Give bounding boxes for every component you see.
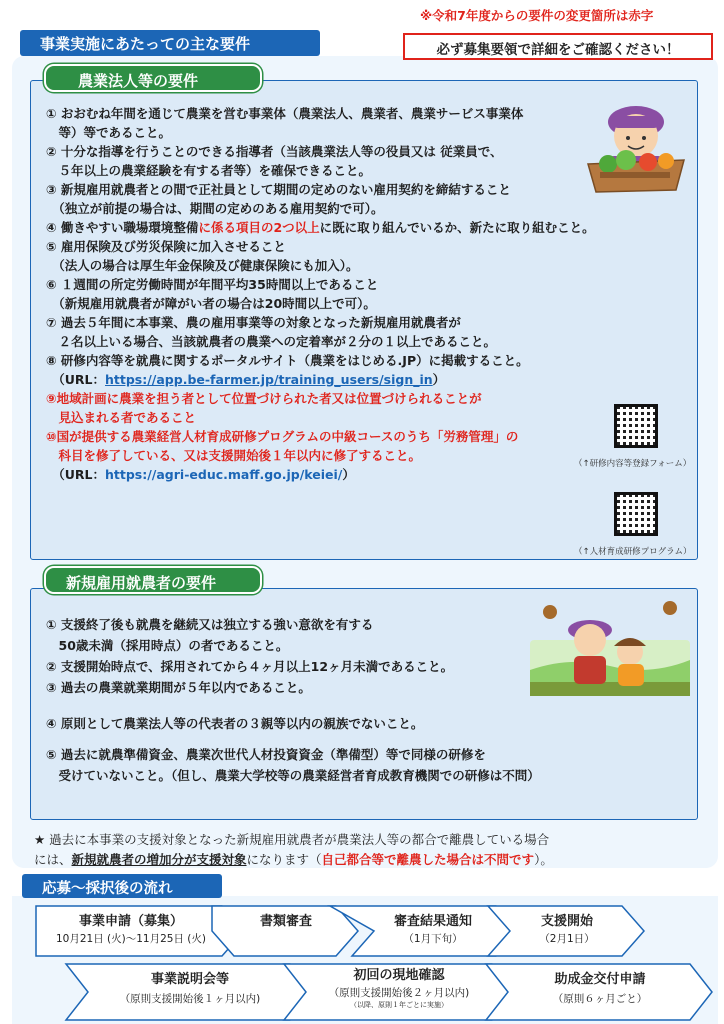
worker-item-5b: 受けていないこと。（但し、農業大学校等の農業経営者育成教育機関での研修は不問） bbox=[46, 768, 540, 783]
corp-item-8: ⑧ 研修内容等を就農に関するポータルサイト（農業をはじめる.JP）に掲載すること。 bbox=[46, 353, 529, 368]
flow-step-grant-application bbox=[508, 968, 692, 1006]
note-text-c: ）。 bbox=[534, 852, 553, 867]
corp-requirements-title: 農業法人等の要件 bbox=[44, 64, 262, 92]
corp-item-10a: ⑩国が提供する農業経営人材育成研修プログラムの中級コースのうち「労務管理」の bbox=[46, 429, 519, 444]
worker-item-5a: ⑤ 過去に就農準備資金、農業次世代人材投資資金（準備型）等で同様の研修を bbox=[46, 747, 486, 762]
step-start-date: （2月1日） bbox=[539, 933, 595, 945]
corp-item-2b: ５年以上の農業経験を有する者等）を確保できること。 bbox=[46, 163, 372, 178]
url10-prefix: （URL： bbox=[46, 467, 105, 482]
step-application-date: 10月21日 (火)～11月25日 (火) bbox=[55, 933, 206, 945]
corp-item-9a: ⑨地域計画に農業を担う者として位置づけられた者又は位置づけられることが bbox=[46, 391, 482, 406]
step-briefing-label: 事業説明会等 bbox=[150, 972, 229, 987]
worker-item-1a: ① 支援終了後も就農を継続又は独立する強い意欲を有する bbox=[46, 617, 374, 632]
note-text-b: になります（ bbox=[246, 852, 322, 867]
url8-prefix: （URL： bbox=[46, 372, 105, 387]
farmers-field-illustration bbox=[530, 600, 690, 696]
training-program-link[interactable]: https://agri-educ.maff.go.jp/keiei/ bbox=[105, 467, 343, 482]
corp-item-2a: ② 十分な指導を行うことのできる指導者（当該農業法人等の役員又は 従業員で、 bbox=[46, 144, 503, 159]
step-grant-timing: （原則６ヶ月ごと） bbox=[552, 993, 648, 1005]
step-result-label: 審査結果通知 bbox=[393, 914, 472, 929]
flow-step-briefing bbox=[90, 968, 290, 1006]
step-review-label: 書類審査 bbox=[259, 914, 312, 929]
step-visit-timing: （原則支援開始後２ヶ月以内) bbox=[328, 987, 470, 999]
step-result-date: （1月下旬） bbox=[403, 933, 463, 945]
qr-code-training[interactable] bbox=[614, 492, 658, 536]
corp-item-4 bbox=[46, 218, 595, 237]
corp-item-4-a: ④ 働きやすい職場環境整備 bbox=[46, 220, 199, 235]
note-red: 自己都合等で離農した場合は不問です bbox=[321, 852, 535, 867]
corp-item-4-b: に既に取り組んでいるか、新たに取り組むこと。 bbox=[319, 220, 595, 235]
step-start-label: 支援開始 bbox=[540, 914, 593, 929]
qr1-caption: （↑研修内容等登録フォーム） bbox=[574, 459, 692, 469]
corp-item-10-url-line bbox=[46, 465, 595, 484]
step-briefing-timing: （原則支援開始後１ヶ月以内) bbox=[119, 993, 261, 1005]
flow-title: 応募～採択後の流れ bbox=[22, 874, 222, 898]
corp-item-7b: ２名以上いる場合、当該就農者の農業への定着率が２分の１以上であること。 bbox=[46, 334, 497, 349]
star-note-line1: ★ 過去に本事業の支援対象となった新規雇用就農者が農業法人等の都合で離農している場合 bbox=[34, 832, 550, 847]
corp-item-4-red: に係る項目の2つ以上 bbox=[198, 220, 320, 235]
url8-suffix: ） bbox=[432, 372, 446, 387]
corp-item-10b: 科目を修了している、又は支援開始後１年以内に修了すること。 bbox=[46, 448, 422, 463]
step-visit-label: 初回の現地確認 bbox=[353, 968, 445, 983]
corp-item-3b: （独立が前提の場合は、期間の定めのある雇用契約で可）。 bbox=[46, 201, 384, 216]
url10-suffix: ） bbox=[342, 467, 355, 482]
corp-item-3a: ③ 新規雇用就農者との間で正社員として期間の定めのない雇用契約を締結すること bbox=[46, 182, 511, 197]
worker-item-4: ④ 原則として農業法人等の代表者の３親等以内の親族でないこと。 bbox=[46, 716, 424, 731]
worker-item-2: ② 支援開始時点で、採用されてから４ヶ月以上12ヶ月未満であること。 bbox=[46, 659, 454, 674]
star-note-line2 bbox=[34, 850, 553, 870]
step-visit-note: （以降、原則１年ごとに実施） bbox=[350, 1001, 448, 1009]
change-note: ※令和7年度からの要件の変更箇所は赤字 bbox=[420, 8, 654, 23]
note-underline: 新規就農者の増加分が支援対象 bbox=[71, 852, 247, 867]
corp-item-8-url-line bbox=[46, 370, 595, 389]
qr-code-registration[interactable] bbox=[614, 404, 658, 448]
qr2-caption: （↑人材育成研修プログラム） bbox=[574, 547, 692, 557]
confirm-notice: 必ず募集要領で詳細をご確認ください！ bbox=[403, 33, 713, 60]
worker-item-3: ③ 過去の農業就業期間が５年以内であること。 bbox=[46, 680, 311, 695]
step-grant-label: 助成金交付申請 bbox=[554, 972, 646, 987]
farmer-vegetables-illustration bbox=[578, 98, 690, 198]
corp-item-5a: ⑤ 雇用保険及び労災保険に加入させること bbox=[46, 239, 286, 254]
corp-item-6b: （新規雇用就農者が障がい者の場合は20時間以上で可）。 bbox=[46, 296, 376, 311]
flow-step-document-review bbox=[236, 910, 336, 929]
flow-step-result-notice bbox=[370, 910, 496, 946]
worker-requirements-title: 新規雇用就農者の要件 bbox=[44, 566, 262, 594]
main-title: 事業実施にあたっての主な要件 bbox=[20, 30, 320, 56]
flow-step-support-start bbox=[512, 910, 622, 946]
portal-link[interactable]: https://app.be-farmer.jp/training_users/sign_in bbox=[105, 372, 433, 387]
corp-item-6a: ⑥ １週間の所定労働時間が年間平均35時間以上であること bbox=[46, 277, 379, 292]
flow-step-first-site-visit bbox=[306, 964, 492, 1010]
corp-item-9b: 見込まれる者であること bbox=[46, 410, 197, 425]
corp-item-1a: ① おおむね年間を通じて農業を営む事業体（農業法人、農業者、農業サービス事業体 bbox=[46, 106, 524, 121]
note-text-a: には、 bbox=[34, 852, 72, 867]
corp-item-1b: 等）等であること。 bbox=[46, 125, 172, 140]
flow-step-application bbox=[36, 910, 226, 946]
corp-item-5b: （法人の場合は厚生年金保険及び健康保険にも加入）。 bbox=[46, 258, 359, 273]
step-application-label: 事業申請（募集） bbox=[78, 914, 183, 929]
worker-item-1b: 50歳未満（採用時点）の者であること。 bbox=[46, 638, 289, 653]
corp-item-7a: ⑦ 過去５年間に本事業、農の雇用事業等の対象となった新規雇用就農者が bbox=[46, 315, 461, 330]
